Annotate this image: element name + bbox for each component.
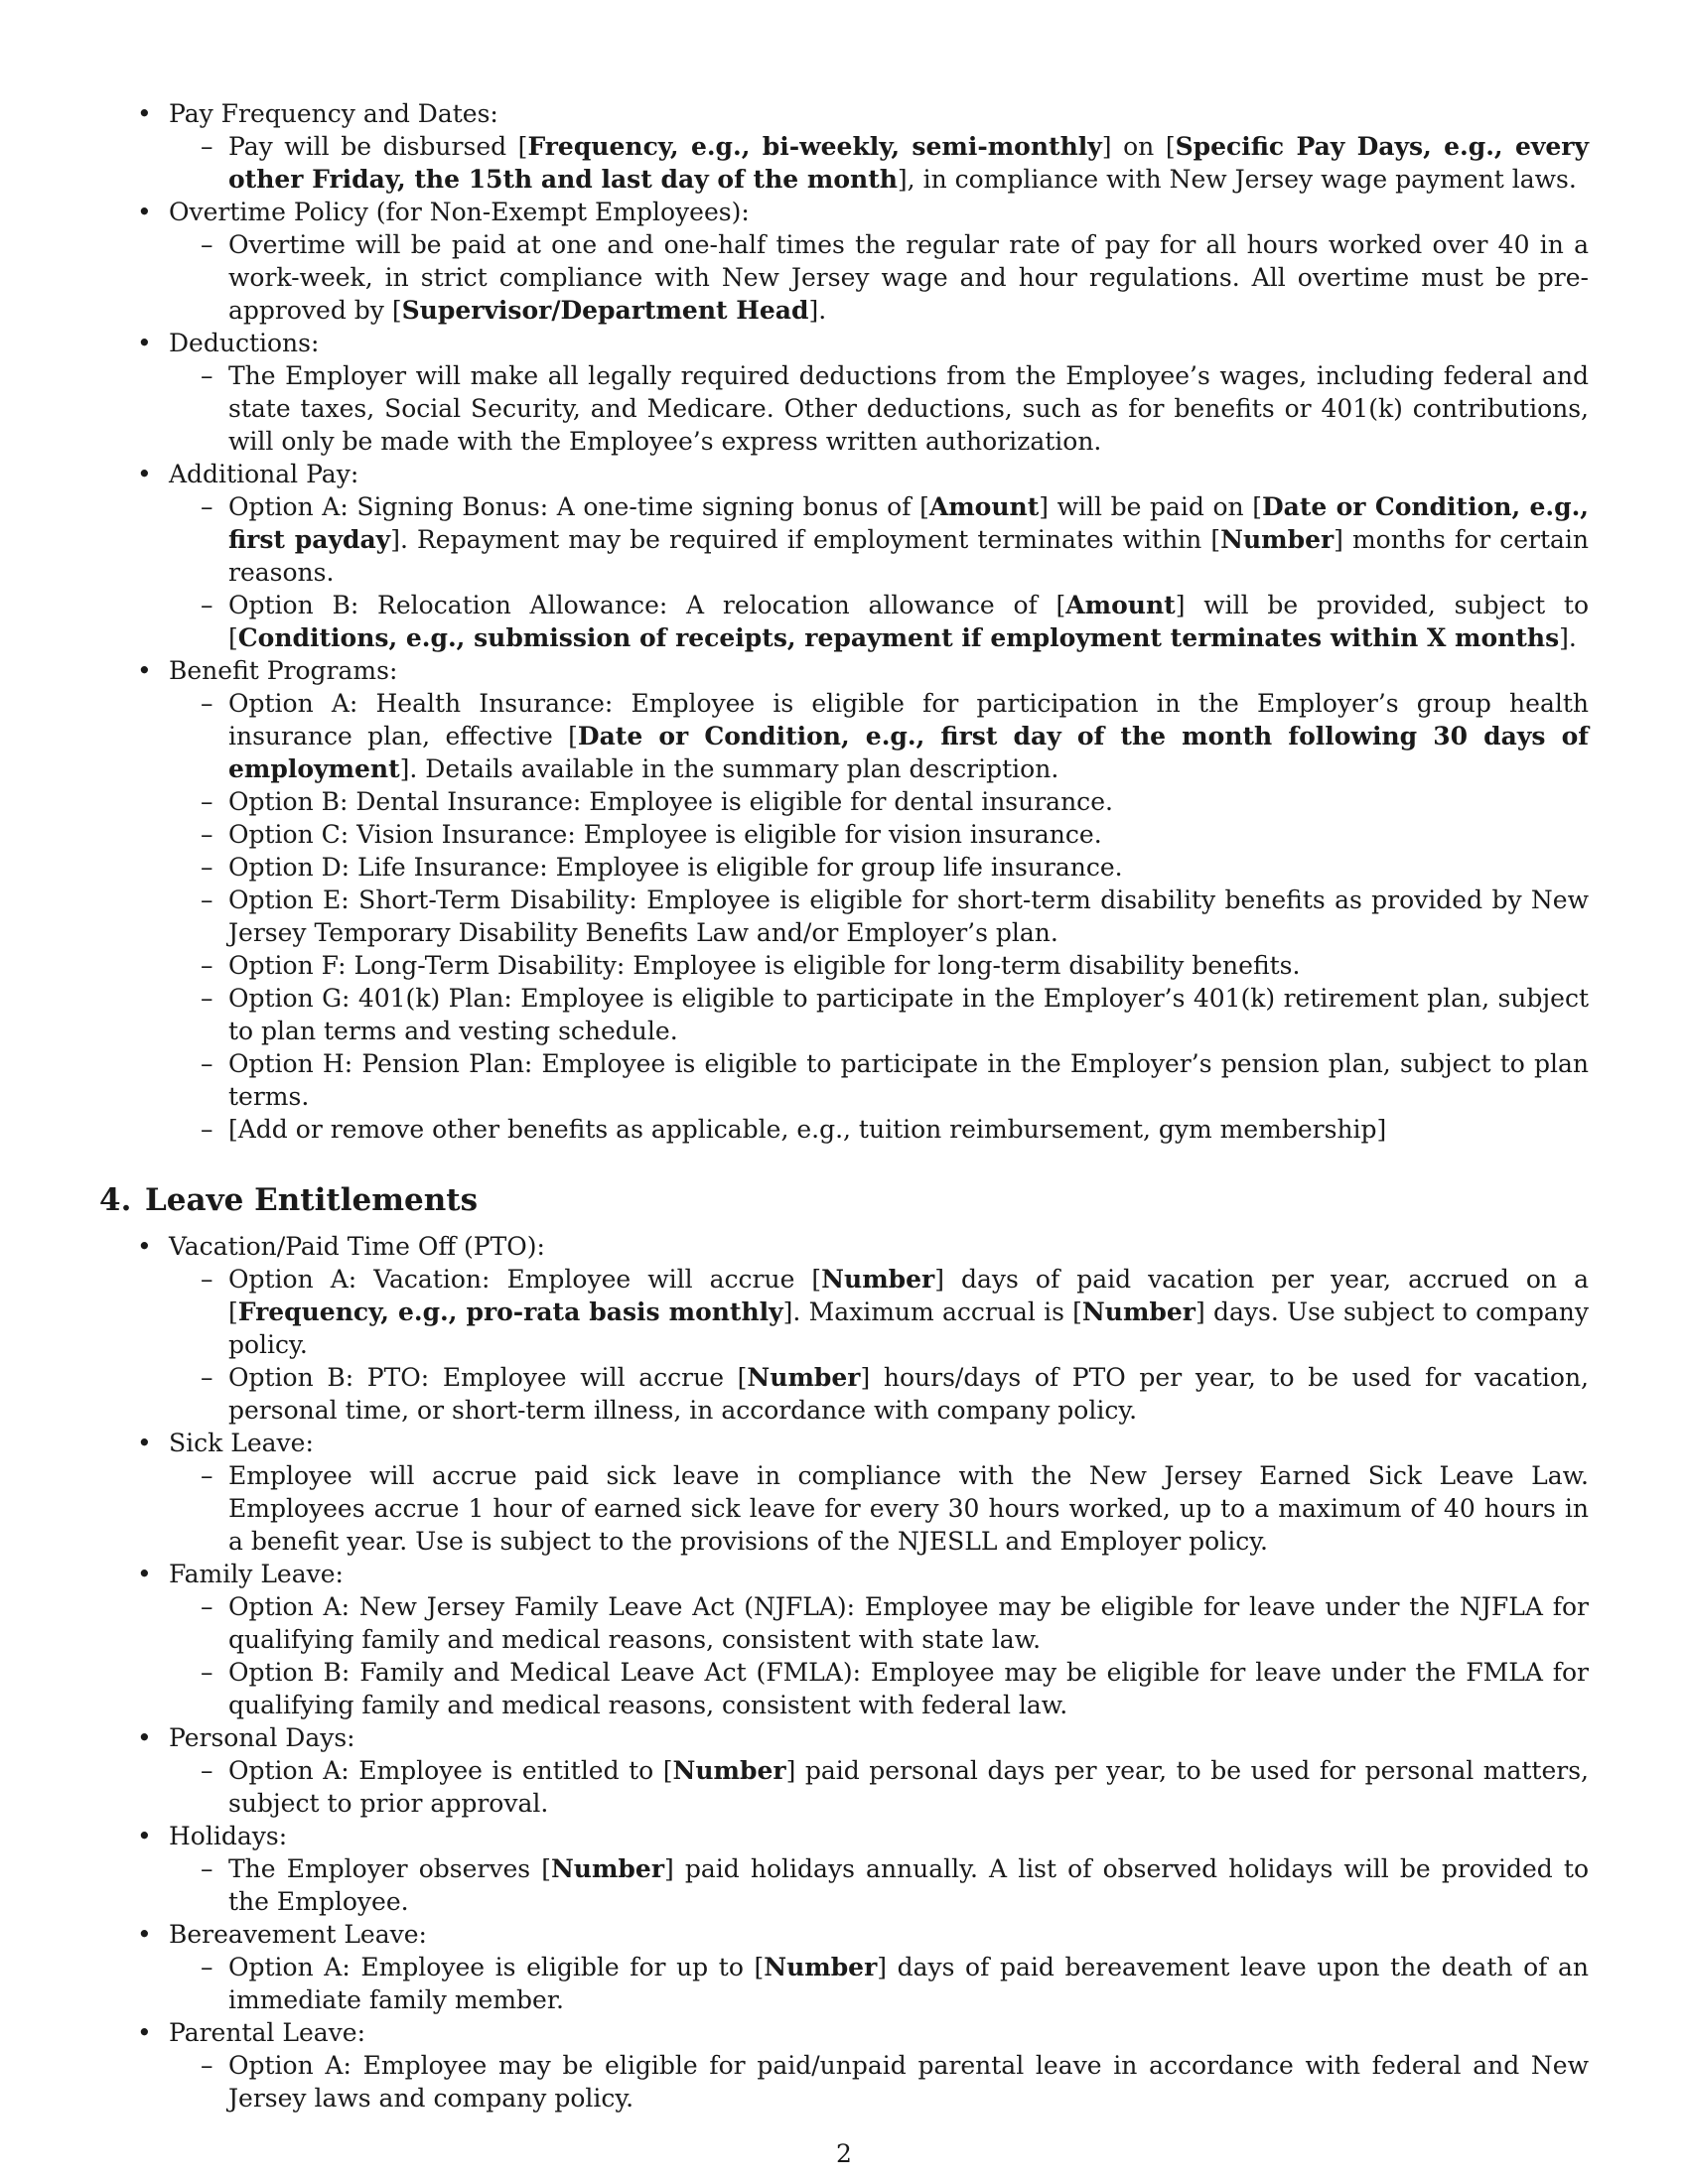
placeholder-text: Number [764,1953,878,1981]
body-text: ] hours/days of PTO per year, to be used for vacation, personal time, or short-term illness, in accordance with company policy. [228,1363,1590,1425]
placeholder-text: Number [1220,525,1335,554]
sub-list-item [169,228,1589,327]
placeholder-text: Conditions, e.g., submission of receipts, repayment if employment terminates within X months [237,623,1560,652]
section-title: Leave Entitlements [145,1182,479,1218]
body-text: Option A: Signing Bonus: A one-time signing bonus of [ [228,492,929,521]
placeholder-text: Frequency, e.g., pro-rata basis monthly [237,1297,783,1326]
list-item [99,654,1589,1146]
body-text: ] will be provided, subject to [ [228,591,1589,652]
body-text: Option H: Pension Plan: Employee is eligible to participate in the Employer’s pension plan, subject to plan terms. [228,1049,1589,1111]
placeholder-text: Amount [1065,591,1176,619]
sub-list-item [169,130,1589,196]
list-item-label: • Personal Days: [169,1723,355,1752]
sub-list [169,490,1589,654]
body-text: Option C: Vision Insurance: Employee is eligible for vision insurance. [228,820,1102,849]
sub-list-item [169,1263,1589,1361]
body-text: Option G: 401(k) Plan: Employee is eligible to participate in the Employer’s 401(k) retirement plan, subject to plan terms and vesting schedule. [228,984,1589,1045]
body-text: Option A: Employee is eligible for up to [ [228,1953,765,1981]
body-text: Overtime will be paid at one and one-half times the regular rate of pay for all hours worked over 40 in a work-week, in strict compliance with New Jersey wage and hour regulations. All overtime must be pre-approved by [ [228,230,1589,325]
sub-list-item [169,949,1589,982]
sub-list-item [169,1361,1589,1427]
body-text: Option B: PTO: Employee will accrue [ [228,1363,748,1392]
body-text: ]. Maximum accrual is [ [782,1297,1082,1326]
sub-list-item [169,589,1589,654]
list-item [99,327,1589,458]
sub-list-item [169,1656,1589,1721]
list-item [99,1820,1589,1918]
sub-list-item [169,785,1589,818]
page-number: 2 [836,2139,852,2168]
body-text: ]. Details available in the summary plan description. [399,754,1059,783]
body-text: [Add or remove other benefits as applicable, e.g., tuition reimbursement, gym membership] [228,1115,1387,1144]
placeholder-text: Number [747,1363,861,1392]
body-text: Employee will accrue paid sick leave in compliance with the New Jersey Earned Sick Leave Law. Employees accrue 1 hour of earned sick leave for every 30 hours worked, up to a maximum of 40 hours in a benefit year. Use is subject to the provisions of the NJESLL and Employer policy. [228,1461,1589,1556]
sub-list-item [169,818,1589,851]
list-item [99,1721,1589,1820]
sub-list-item [169,359,1589,458]
sub-list-item [169,851,1589,884]
body-text: ] days of paid bereavement leave upon the death of an immediate family member. [228,1953,1589,2014]
list-item [99,1918,1589,2016]
list-item-label: • Parental Leave: [169,2018,365,2047]
sub-list-item [169,1951,1589,2016]
body-text: The Employer will make all legally required deductions from the Employee’s wages, including federal and state taxes, Social Security, and Medicare. Other deductions, such as for benefits or 401(k) contributions, will only be made with the Employee’s express written authorization. [228,361,1589,456]
placeholder-text: Amount [928,492,1040,521]
sub-list [169,1951,1589,2016]
body-text: ] days. Use subject to company policy. [228,1297,1589,1359]
body-text: ] on [ [1101,132,1176,161]
sub-list [169,1263,1589,1427]
body-text: Option B: Relocation Allowance: A relocation allowance of [ [228,591,1066,619]
body-text: Option A: New Jersey Family Leave Act (NJFLA): Employee may be eligible for leave under the NJFLA for qualifying family and medical reasons, consistent with state law. [228,1592,1589,1654]
list-item-label: • Deductions: [169,329,320,357]
page-content [99,97,1589,2115]
sub-list-item [169,1459,1589,1558]
sub-list-item [169,1754,1589,1820]
list-item [99,1230,1589,1427]
placeholder-text: Date or Condition, e.g., first day of the month following 30 days of employment [228,722,1590,783]
sub-list-item [169,490,1589,589]
list-item [99,458,1589,654]
body-text: Option A: Vacation: Employee will accrue [ [228,1265,822,1294]
list-item-label: • Additional Pay: [169,460,359,488]
body-text: ] will be paid on [ [1039,492,1262,521]
sub-list [169,228,1589,327]
section-number: 4. [99,1182,132,1218]
body-text: ] paid holidays annually. A list of observed holidays will be provided to the Employee. [228,1854,1589,1916]
body-text: ] days of paid vacation per year, accrued on a [ [228,1265,1590,1326]
sub-list-item [169,1047,1589,1113]
sub-list-item [169,1852,1589,1918]
sub-list [169,130,1589,196]
placeholder-text: Number [821,1265,935,1294]
list-item [99,2016,1589,2115]
sub-list-item [169,1113,1589,1146]
sub-list [169,1852,1589,1918]
body-text: ]. Repayment may be required if employment terminates within [ [390,525,1221,554]
list-item [99,196,1589,327]
body-text: Option B: Family and Medical Leave Act (FMLA): Employee may be eligible for leave under the FMLA for qualifying family and medical reasons, consistent with federal law. [228,1658,1589,1719]
sub-list-item [169,884,1589,949]
sub-list-item [169,2049,1589,2115]
body-text: ], in compliance with New Jersey wage payment laws. [897,165,1577,194]
body-text: ]. [808,296,827,325]
sub-list [169,1754,1589,1820]
placeholder-text: Specific Pay Days, e.g., every other Friday, the 15th and last day of the month [228,132,1589,194]
placeholder-text: Number [672,1756,786,1785]
body-text: Option B: Dental Insurance: Employee is eligible for dental insurance. [228,787,1113,816]
body-text: Pay will be disbursed [ [228,132,528,161]
list-item-label: • Overtime Policy (for Non-Exempt Employees): [169,198,750,226]
body-text: The Employer observes [ [228,1854,551,1883]
sub-list [169,1459,1589,1558]
list-item [99,97,1589,196]
list-item-label: • Vacation/Paid Time Off (PTO): [169,1232,545,1261]
section-heading [99,1180,1589,1220]
leave-entitlements-list [99,1230,1589,2115]
body-text: Option F: Long-Term Disability: Employee is eligible for long-term disability benefits. [228,951,1301,980]
list-item-label: • Sick Leave: [169,1429,314,1457]
sub-list [169,2049,1589,2115]
placeholder-text: Number [1081,1297,1196,1326]
pay-terms-list [99,97,1589,1146]
placeholder-text: Date or Condition, e.g., first payday [228,492,1589,554]
list-item-label: • Holidays: [169,1822,288,1850]
sub-list-item [169,1590,1589,1656]
body-text: Option A: Employee is entitled to [ [228,1756,673,1785]
body-text: ]. [1559,623,1577,652]
list-item-label: • Pay Frequency and Dates: [169,99,498,128]
sub-list-item [169,982,1589,1047]
sub-list [169,359,1589,458]
placeholder-text: Number [550,1854,664,1883]
list-item [99,1558,1589,1721]
body-text: Option D: Life Insurance: Employee is eligible for group life insurance. [228,853,1123,882]
sub-list [169,687,1589,1146]
list-item-label: • Benefit Programs: [169,656,398,685]
list-item-label: • Family Leave: [169,1560,344,1588]
placeholder-text: Supervisor/Department Head [401,296,809,325]
sub-list [169,1590,1589,1721]
sub-list-item [169,687,1589,785]
body-text: Option A: Health Insurance: Employee is eligible for participation in the Employer’s group health insurance plan, effective [ [228,689,1589,751]
list-item-label: • Bereavement Leave: [169,1920,427,1949]
body-text: Option E: Short-Term Disability: Employee is eligible for short-term disability benefits as provided by New Jersey Temporary Disability Benefits Law and/or Employer’s plan. [228,886,1589,947]
body-text: Option A: Employee may be eligible for paid/unpaid parental leave in accordance with federal and New Jersey laws and company policy. [228,2051,1589,2113]
body-text: ] months for certain reasons. [228,525,1590,587]
body-text: ] paid personal days per year, to be used for personal matters, subject to prior approval. [228,1756,1589,1818]
placeholder-text: Frequency, e.g., bi-weekly, semi-monthly [527,132,1102,161]
list-item [99,1427,1589,1558]
